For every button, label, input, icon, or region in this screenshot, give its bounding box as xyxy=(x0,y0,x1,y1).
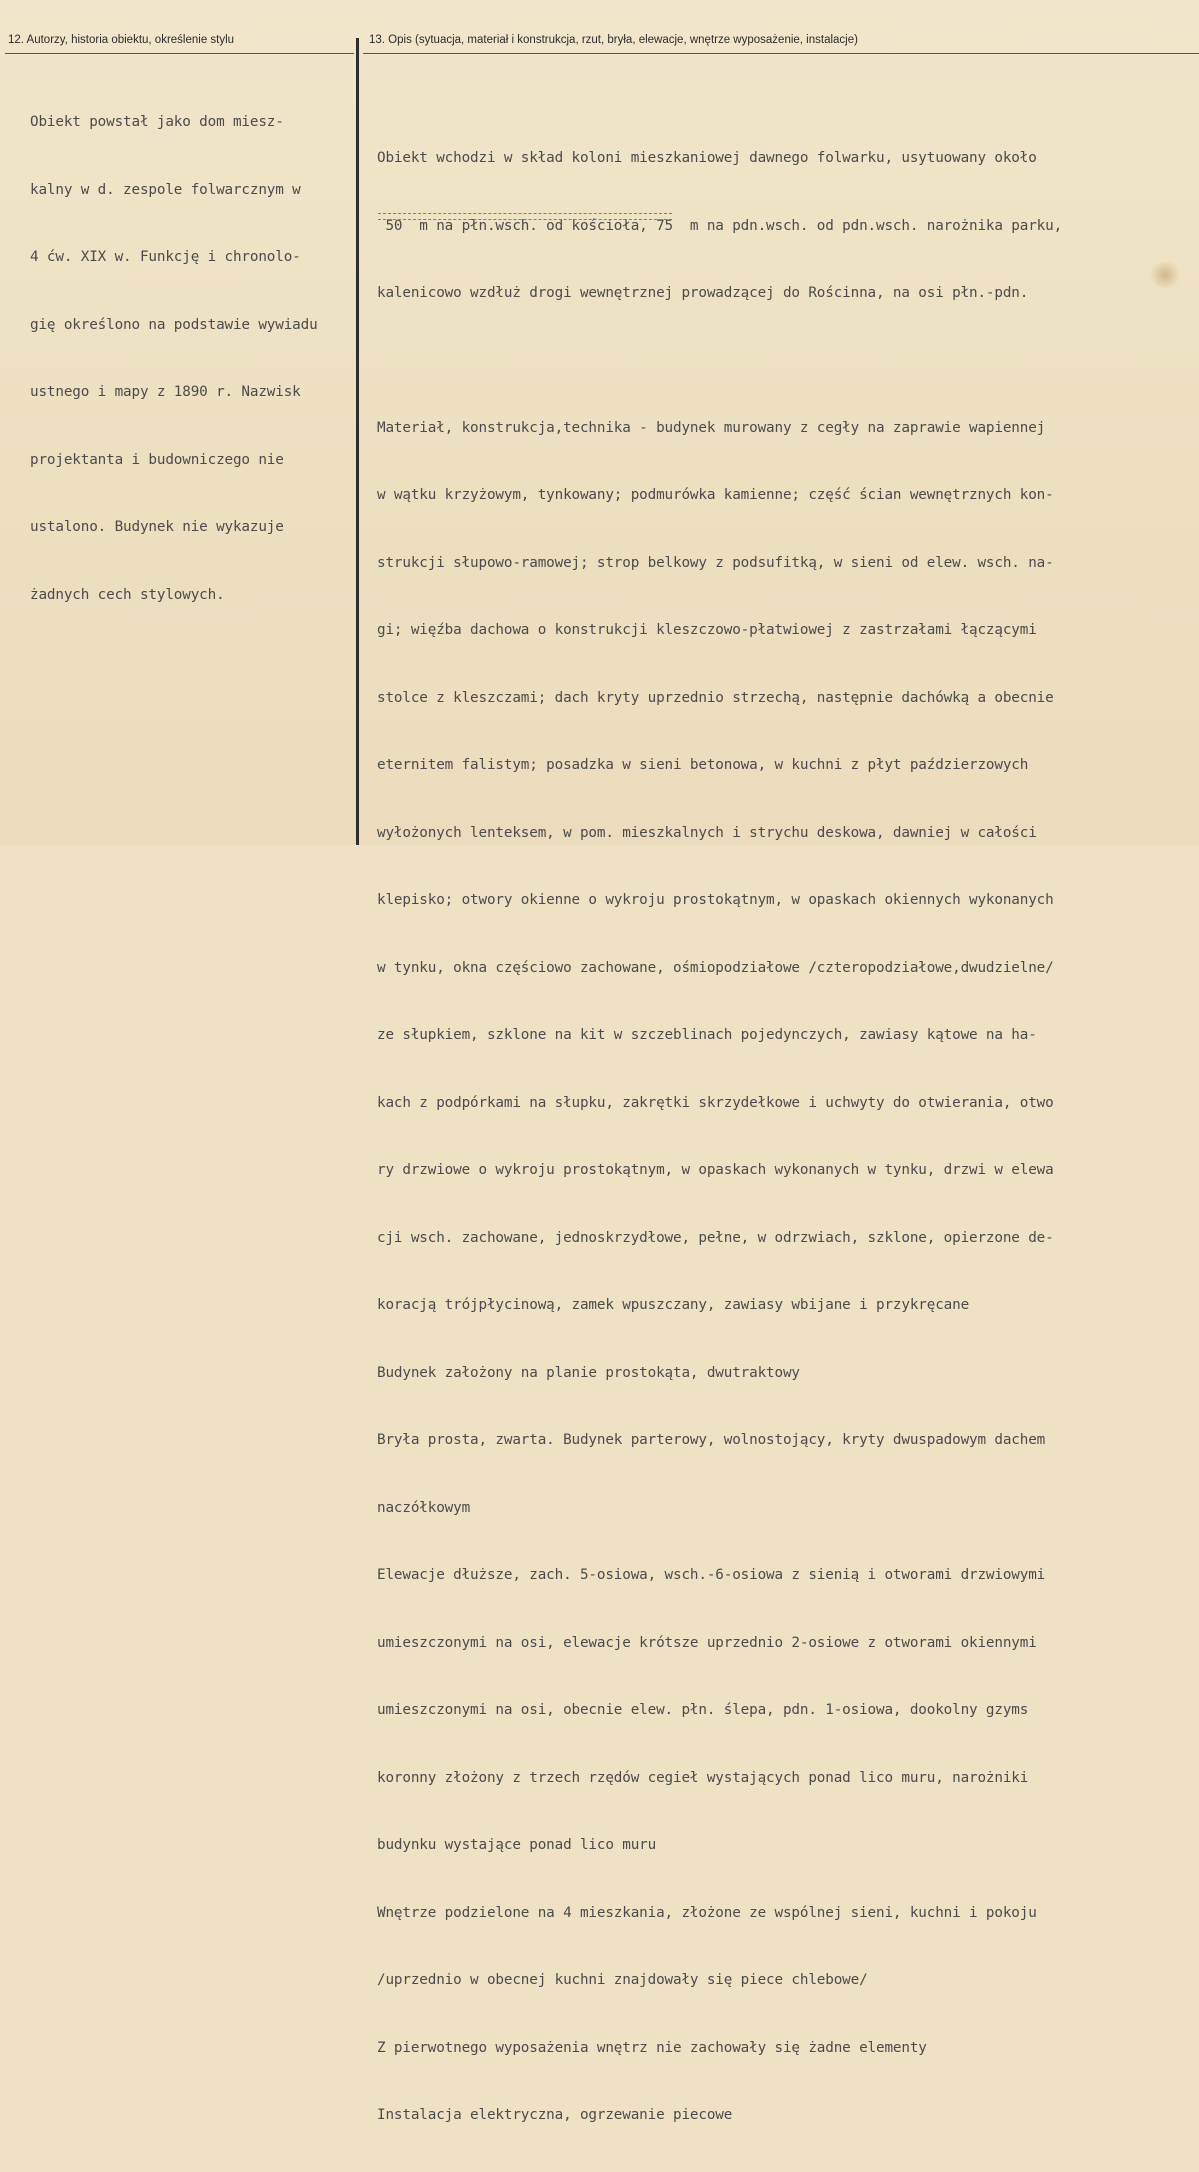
text-line: /uprzednio w obecnej kuchni znajdowały się piece chlebowe/ xyxy=(377,1972,868,1988)
text-line: Materiał, konstrukcja,technika - budynek murowany z cegły na zaprawie wapiennej xyxy=(377,419,1046,436)
text-line: Z pierwotnego wyposażenia wnętrz nie zachowały się żadne elementy xyxy=(377,2039,927,2056)
text-line: klepisko; otwory okienne o wykroju prostokątnym, w opaskach okiennych wykonanych xyxy=(377,892,1054,908)
text-line: umieszczonymi na osi, obecnie elew. płn. ślepa, pdn. 1-osiowa, dookolny gzyms xyxy=(377,1702,1029,1718)
text-line: projektanta i budowniczego nie xyxy=(30,451,284,468)
heading-double-underline xyxy=(378,213,672,220)
text-line: Obiekt powstał jako dom miesz- xyxy=(30,114,284,130)
text-line: 4 ćw. XIX w. Funkcję i chronolo- xyxy=(30,249,301,265)
text-line: koronny złożony z trzech rzędów cegieł wystających ponad lico muru, narożniki xyxy=(377,1769,1029,1786)
header-rule-right xyxy=(363,53,1199,54)
text-line: Obiekt wchodzi w skład koloni mieszkaniowej dawnego folwarku, usytuowany około xyxy=(377,150,1037,166)
paragraph-gap xyxy=(377,350,1062,372)
text-line: umieszczonymi na osi, elewacje krótsze uprzednio 2-osiowe z otworami okiennymi xyxy=(377,1634,1037,1651)
text-line: Instalacja elektryczna, ogrzewanie piecowe xyxy=(377,2107,733,2123)
text-line: gi; więźba dachowa o konstrukcji kleszczowo-płatwiowej z zastrzałami łączącymi xyxy=(377,622,1037,638)
text-line: kach z podpórkami na słupku, zakrętki skrzydełkowe i uchwyty do otwierania, otwo xyxy=(377,1094,1054,1111)
text-line: Elewacje dłuższe, zach. 5-osiowa, wsch.-6-osiowa z sienią i otworami drzwiowymi xyxy=(377,1567,1046,1583)
text-line: strukcji słupowo-ramowej; strop belkowy z podsufitką, w sieni od elew. wsch. na- xyxy=(377,554,1054,571)
column-divider xyxy=(356,38,359,845)
text-line: Bryła prosta, zwarta. Budynek parterowy, wolnostojący, kryty dwuspadowym dachem xyxy=(377,1432,1046,1448)
text-line: koracją trójpłycinową, zamek wpuszczany, zawiasy wbijane i przykręcane xyxy=(377,1297,970,1313)
text-line: ustnego i mapy z 1890 r. Nazwisk xyxy=(30,384,301,400)
text-line: wyłożonych lenteksem, w pom. mieszkalnych i strychu deskowa, dawniej w całości xyxy=(377,824,1037,841)
text-line: w tynku, okna częściowo zachowane, ośmiopodziałowe /czteropodziałowe,dwudzielne/ xyxy=(377,959,1054,976)
text-line: cji wsch. zachowane, jednoskrzydłowe, pełne, w odrzwiach, szklone, opierzone de- xyxy=(377,1229,1054,1246)
paper-stain xyxy=(1148,262,1182,288)
section-12-text xyxy=(30,66,318,651)
text-line: stolce z kleszczami; dach kryty uprzednio strzechą, następnie dachówką a obecnie xyxy=(377,689,1054,706)
text-line: Wnętrze podzielone na 4 mieszkania, złożone ze wspólnej sieni, kuchni i pokoju xyxy=(377,1904,1037,1921)
section-13-heading: 13. Opis (sytuacja, materiał i konstrukcja, rzut, bryła, elewacje, wnętrze wyposażenie, instalacje) xyxy=(369,34,858,46)
text-line: gię określono na podstawie wywiadu xyxy=(30,316,318,333)
header-rule-left xyxy=(5,53,354,54)
text-line: 50 m na płn.wsch. od kościoła, 75 m na pdn.wsch. od pdn.wsch. narożnika parku, xyxy=(377,217,1063,234)
text-line: ry drzwiowe o wykroju prostokątnym, w opaskach wykonanych w tynku, drzwi w elewa xyxy=(377,1162,1054,1178)
text-line: w wątku krzyżowym, tynkowany; podmurówka kamienne; część ścian wewnętrznych kon- xyxy=(377,487,1054,503)
text-line: ze słupkiem, szklone na kit w szczeblinach pojedynczych, zawiasy kątowe na ha- xyxy=(377,1027,1037,1043)
text-line: naczółkowym xyxy=(377,1499,471,1516)
section-12-heading: 12. Autorzy, historia obiektu, określenie stylu xyxy=(8,34,235,46)
text-line: budynku wystające ponad lico muru xyxy=(377,1837,657,1853)
text-line: kalenicowo wzdłuż drogi wewnętrznej prowadzącej do Rościnna, na osi płn.-pdn. xyxy=(377,285,1029,301)
text-line: kalny w d. zespole folwarcznym w xyxy=(30,181,301,198)
text-line: ustalono. Budynek nie wykazuje xyxy=(30,519,284,535)
text-line: eternitem falistym; posadzka w sieni betonowa, w kuchni z płyt paździerzowych xyxy=(377,757,1029,773)
section-13-text xyxy=(377,102,1062,2172)
text-line: żadnych cech stylowych. xyxy=(30,586,225,603)
text-line: Budynek założony na planie prostokąta, dwutraktowy xyxy=(377,1364,800,1381)
